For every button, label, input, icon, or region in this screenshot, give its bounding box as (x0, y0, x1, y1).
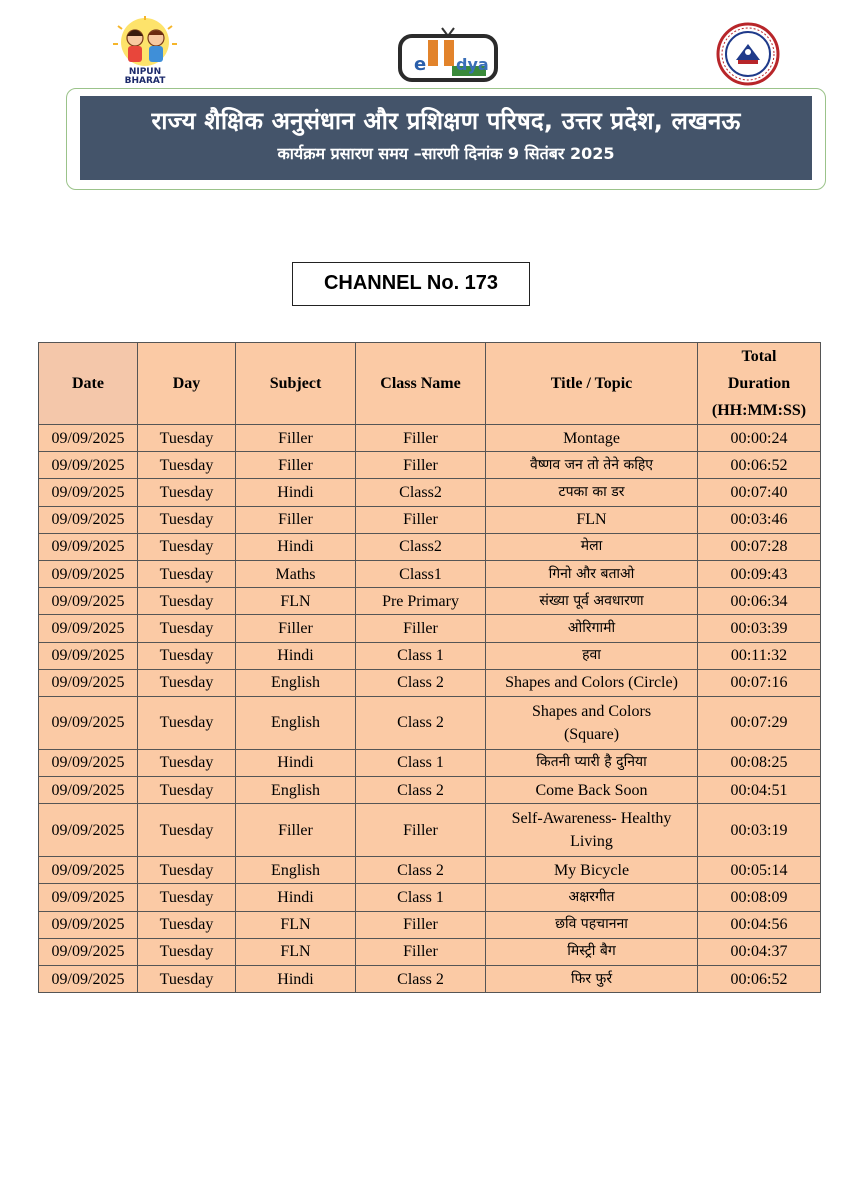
cell-duration: 00:00:24 (698, 425, 821, 452)
cell-title: कितनी प्यारी है दुनिया (486, 749, 698, 776)
cell-title: छवि पहचानना (486, 911, 698, 938)
header-duration-line2: Duration (727, 375, 791, 392)
table-row (39, 884, 821, 911)
cell-title: अक्षरगीत (486, 884, 698, 911)
table-row (39, 777, 821, 804)
cell-day: Tuesday (138, 560, 236, 587)
table-row (39, 911, 821, 938)
cell-day: Tuesday (138, 857, 236, 884)
cell-subject: English (236, 857, 356, 884)
cell-date: 09/09/2025 (39, 560, 138, 587)
cell-duration: 00:06:52 (698, 966, 821, 993)
cell-subject: English (236, 777, 356, 804)
cell-date: 09/09/2025 (39, 642, 138, 669)
nipun-children-icon (104, 16, 186, 68)
cell-title: वैष्णव जन तो तेने कहिए (486, 452, 698, 479)
scert-seal-logo (716, 22, 780, 86)
cell-subject: Filler (236, 506, 356, 533)
cell-class-name: Class 1 (356, 749, 486, 776)
cell-subject: Hindi (236, 479, 356, 506)
evidya-prefix: e (414, 54, 427, 75)
cell-duration: 00:06:34 (698, 588, 821, 615)
cell-title (486, 804, 698, 857)
cell-duration: 00:07:29 (698, 696, 821, 749)
table-row (39, 560, 821, 587)
cell-title: गिनो और बताओ (486, 560, 698, 587)
cell-duration: 00:07:40 (698, 479, 821, 506)
table-row (39, 533, 821, 560)
cell-title-line1: Shapes and Colors (531, 702, 652, 720)
cell-title: My Bicycle (486, 857, 698, 884)
cell-date: 09/09/2025 (39, 911, 138, 938)
cell-subject: English (236, 669, 356, 696)
cell-date: 09/09/2025 (39, 857, 138, 884)
table-row (39, 588, 821, 615)
header-day: Day (138, 343, 236, 425)
cell-duration: 00:07:16 (698, 669, 821, 696)
cell-title-line2: Living (570, 833, 613, 851)
cell-day: Tuesday (138, 911, 236, 938)
cell-subject: Filler (236, 804, 356, 857)
cell-subject: FLN (236, 938, 356, 965)
cell-subject: Hindi (236, 749, 356, 776)
cell-title (486, 696, 698, 749)
cell-date: 09/09/2025 (39, 506, 138, 533)
table-row (39, 669, 821, 696)
cell-class-name: Filler (356, 938, 486, 965)
cell-duration: 00:04:51 (698, 777, 821, 804)
cell-date: 09/09/2025 (39, 777, 138, 804)
cell-subject: FLN (236, 588, 356, 615)
cell-class-name: Class 2 (356, 777, 486, 804)
header-date: Date (39, 343, 138, 425)
header-total-duration (698, 343, 821, 425)
table-header-row (39, 343, 821, 425)
scert-seal-icon (716, 22, 780, 86)
table-row (39, 938, 821, 965)
nipun-caption-1: NIPUN (128, 67, 162, 77)
table-row (39, 804, 821, 857)
table-row (39, 857, 821, 884)
cell-day: Tuesday (138, 425, 236, 452)
cell-duration: 00:08:25 (698, 749, 821, 776)
nipun-caption-2: BHARAT (124, 76, 166, 86)
cell-title: फिर फुर्र (486, 966, 698, 993)
cell-duration: 00:03:46 (698, 506, 821, 533)
cell-day: Tuesday (138, 669, 236, 696)
evidya-logo (394, 24, 502, 84)
cell-day: Tuesday (138, 804, 236, 857)
cell-date: 09/09/2025 (39, 938, 138, 965)
table-row (39, 506, 821, 533)
table-row (39, 425, 821, 452)
cell-subject: Hindi (236, 966, 356, 993)
cell-class-name: Class2 (356, 533, 486, 560)
cell-class-name: Class2 (356, 479, 486, 506)
cell-subject: Hindi (236, 884, 356, 911)
page-subtitle: कार्यक्रम प्रसारण समय –सारणी दिनांक 9 सितंबर 2025 (277, 144, 615, 163)
table-row (39, 479, 821, 506)
cell-subject: English (236, 696, 356, 749)
header-subject: Subject (236, 343, 356, 425)
cell-title: Come Back Soon (486, 777, 698, 804)
cell-date: 09/09/2025 (39, 615, 138, 642)
cell-subject: Maths (236, 560, 356, 587)
header-duration-line1: Total (741, 348, 777, 365)
cell-day: Tuesday (138, 696, 236, 749)
cell-duration: 00:11:32 (698, 642, 821, 669)
table-row (39, 966, 821, 993)
cell-title: ओरिगामी (486, 615, 698, 642)
cell-date: 09/09/2025 (39, 884, 138, 911)
cell-date: 09/09/2025 (39, 696, 138, 749)
cell-duration: 00:06:52 (698, 452, 821, 479)
nipun-bharat-logo (104, 16, 186, 86)
cell-day: Tuesday (138, 938, 236, 965)
cell-day: Tuesday (138, 615, 236, 642)
cell-title-line1: Self-Awareness- Healthy (511, 810, 672, 828)
cell-subject: Hindi (236, 533, 356, 560)
cell-class-name: Class 2 (356, 696, 486, 749)
evidya-suffix: dya (456, 55, 489, 74)
cell-title: Shapes and Colors (Circle) (486, 669, 698, 696)
cell-class-name: Pre Primary (356, 588, 486, 615)
header-title-topic: Title / Topic (486, 343, 698, 425)
cell-class-name: Filler (356, 452, 486, 479)
cell-day: Tuesday (138, 479, 236, 506)
cell-subject: FLN (236, 911, 356, 938)
cell-subject: Filler (236, 615, 356, 642)
cell-title: हवा (486, 642, 698, 669)
cell-day: Tuesday (138, 966, 236, 993)
cell-date: 09/09/2025 (39, 669, 138, 696)
cell-duration: 00:05:14 (698, 857, 821, 884)
cell-duration: 00:03:39 (698, 615, 821, 642)
cell-date: 09/09/2025 (39, 749, 138, 776)
cell-duration: 00:07:28 (698, 533, 821, 560)
cell-day: Tuesday (138, 642, 236, 669)
schedule-table (38, 342, 821, 993)
cell-date: 09/09/2025 (39, 804, 138, 857)
table-row (39, 642, 821, 669)
table-row (39, 615, 821, 642)
cell-class-name: Class 1 (356, 642, 486, 669)
cell-subject: Hindi (236, 642, 356, 669)
cell-date: 09/09/2025 (39, 452, 138, 479)
cell-title: Montage (486, 425, 698, 452)
cell-day: Tuesday (138, 777, 236, 804)
cell-day: Tuesday (138, 749, 236, 776)
channel-label: CHANNEL No. 173 (292, 262, 530, 306)
cell-duration: 00:04:56 (698, 911, 821, 938)
cell-class-name: Class1 (356, 560, 486, 587)
cell-duration: 00:08:09 (698, 884, 821, 911)
cell-title: संख्या पूर्व अवधारणा (486, 588, 698, 615)
cell-title: मेला (486, 533, 698, 560)
cell-date: 09/09/2025 (39, 425, 138, 452)
cell-class-name: Filler (356, 425, 486, 452)
cell-day: Tuesday (138, 884, 236, 911)
cell-duration: 00:03:19 (698, 804, 821, 857)
cell-class-name: Class 2 (356, 857, 486, 884)
cell-day: Tuesday (138, 452, 236, 479)
cell-subject: Filler (236, 452, 356, 479)
cell-title: टपका का डर (486, 479, 698, 506)
cell-class-name: Class 2 (356, 966, 486, 993)
cell-class-name: Filler (356, 506, 486, 533)
page-title: राज्य शैक्षिक अनुसंधान और प्रशिक्षण परिषद, उत्तर प्रदेश, लखनऊ (151, 107, 741, 135)
cell-title: मिस्ट्री बैग (486, 938, 698, 965)
cell-class-name: Class 2 (356, 669, 486, 696)
cell-day: Tuesday (138, 506, 236, 533)
table-row (39, 749, 821, 776)
cell-title-line2: (Square) (563, 725, 620, 743)
cell-day: Tuesday (138, 533, 236, 560)
cell-title: FLN (486, 506, 698, 533)
cell-class-name: Class 1 (356, 884, 486, 911)
header-class-name: Class Name (356, 343, 486, 425)
header-banner (80, 96, 812, 180)
table-row (39, 452, 821, 479)
evidya-tv-icon (394, 24, 502, 84)
cell-class-name: Filler (356, 615, 486, 642)
cell-date: 09/09/2025 (39, 966, 138, 993)
cell-day: Tuesday (138, 588, 236, 615)
cell-duration: 00:04:37 (698, 938, 821, 965)
cell-duration: 00:09:43 (698, 560, 821, 587)
cell-class-name: Filler (356, 804, 486, 857)
header-duration-line3: (HH:MM:SS) (711, 402, 807, 419)
table-row (39, 696, 821, 749)
cell-subject: Filler (236, 425, 356, 452)
cell-date: 09/09/2025 (39, 588, 138, 615)
cell-date: 09/09/2025 (39, 533, 138, 560)
cell-class-name: Filler (356, 911, 486, 938)
cell-date: 09/09/2025 (39, 479, 138, 506)
